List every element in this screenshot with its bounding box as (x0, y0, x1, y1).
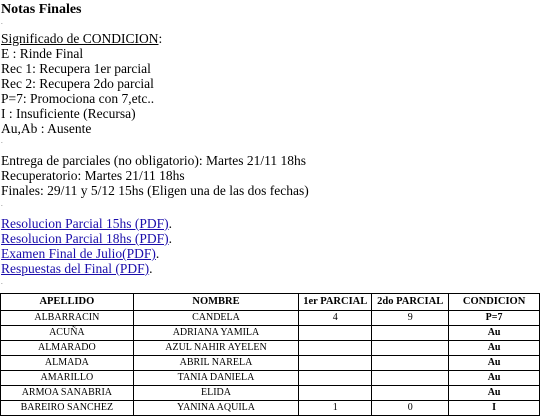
cell-condicion: Au (449, 326, 540, 341)
cell-condicion: Au (449, 341, 540, 356)
header-nombre: NOMBRE (133, 294, 299, 311)
table-header-row (1, 294, 540, 311)
cell-nombre: ELIDA (133, 386, 299, 401)
condicion-item: P=7: Promociona con 7,etc.. (1, 91, 155, 106)
header-apellido: APELLIDO (1, 294, 134, 311)
cell-nombre: CANDELA (133, 311, 299, 326)
cell-1er-parcial (299, 371, 372, 386)
spacer-dot: . (1, 137, 3, 145)
cell-apellido: ACUÑA (1, 326, 134, 341)
cell-apellido: ALMADA (1, 356, 134, 371)
table-row (1, 386, 540, 401)
cell-1er-parcial (299, 386, 372, 401)
table-row (1, 356, 540, 371)
link-respuestas-final[interactable]: Respuestas del Final (PDF) (1, 261, 150, 276)
table-row (1, 311, 540, 326)
cell-nombre: AZUL NAHIR AYELEN (133, 341, 299, 356)
cell-apellido: ARMOA SANABRIA (1, 386, 134, 401)
link-row (1, 261, 153, 276)
grades-table (0, 293, 540, 416)
cell-1er-parcial: 1 (299, 401, 372, 416)
cell-apellido: ALBARRACIN (1, 311, 134, 326)
cell-2do-parcial (372, 356, 449, 371)
cell-condicion: Au (449, 356, 540, 371)
table-row (1, 371, 540, 386)
condicion-item: Au,Ab : Ausente (1, 121, 92, 136)
table-row (1, 401, 540, 416)
cell-2do-parcial (372, 341, 449, 356)
cell-2do-parcial (372, 326, 449, 341)
cell-condicion: P=7 (449, 311, 540, 326)
cell-1er-parcial: 4 (299, 311, 372, 326)
cell-2do-parcial (372, 386, 449, 401)
header-1er-parcial: 1er PARCIAL (299, 294, 372, 311)
condicion-heading-text: Significado de CONDICION (1, 31, 159, 46)
link-suffix: . (168, 216, 172, 231)
fecha-entrega: Entrega de parciales (no obligatorio): Martes 21/11 18hs (1, 153, 307, 168)
fecha-recuperatorio: Recuperatorio: Martes 21/11 18hs (1, 168, 185, 183)
header-2do-parcial: 2do PARCIAL (372, 294, 449, 311)
link-examen-final-julio-pdf[interactable]: (PDF) (122, 246, 156, 261)
link-suffix: . (155, 246, 160, 261)
spacer-dot: . (1, 278, 3, 286)
condicion-item: I : Insuficiente (Recursa) (1, 106, 136, 121)
spacer-dot: . (1, 18, 3, 26)
cell-nombre: YANINA AQUILA (133, 401, 299, 416)
condicion-item: E : Rinde Final (1, 46, 84, 61)
condicion-heading-colon: : (158, 31, 163, 46)
link-suffix: . (149, 261, 153, 276)
cell-apellido: AMARILLO (1, 371, 134, 386)
cell-1er-parcial (299, 356, 372, 371)
cell-nombre: TANIA DANIELA (133, 371, 299, 386)
cell-nombre: ADRIANA YAMILA (133, 326, 299, 341)
table-row (1, 326, 540, 341)
link-resolucion-parcial-18hs[interactable]: Resolucion Parcial 18hs (PDF) (1, 231, 169, 246)
condicion-item: Rec 2: Recupera 2do parcial (1, 76, 154, 91)
condicion-heading (1, 31, 162, 46)
link-row (1, 216, 172, 231)
cell-1er-parcial (299, 326, 372, 341)
cell-1er-parcial (299, 341, 372, 356)
cell-nombre: ABRIL NARELA (133, 356, 299, 371)
cell-apellido: ALMARADO (1, 341, 134, 356)
cell-2do-parcial: 9 (372, 311, 449, 326)
link-row (1, 246, 159, 261)
link-examen-final-julio[interactable]: Examen Final de Julio (1, 246, 123, 261)
link-suffix: . (168, 231, 172, 246)
spacer-dot: . (1, 200, 3, 208)
link-row (1, 231, 172, 246)
cell-apellido: BAREIRO SANCHEZ (1, 401, 134, 416)
cell-condicion: Au (449, 371, 540, 386)
link-resolucion-parcial-15hs[interactable]: Resolucion Parcial 15hs (PDF) (1, 216, 169, 231)
cell-condicion: Au (449, 386, 540, 401)
header-condicion: CONDICION (449, 294, 540, 311)
condicion-item: Rec 1: Recupera 1er parcial (1, 61, 151, 76)
cell-2do-parcial: 0 (372, 401, 449, 416)
cell-2do-parcial (372, 371, 449, 386)
page-title: Notas Finales (1, 2, 82, 17)
fecha-finales: Finales: 29/11 y 5/12 15hs (Eligen una de las dos fechas) (1, 183, 309, 198)
table-row (1, 341, 540, 356)
cell-condicion: I (449, 401, 540, 416)
